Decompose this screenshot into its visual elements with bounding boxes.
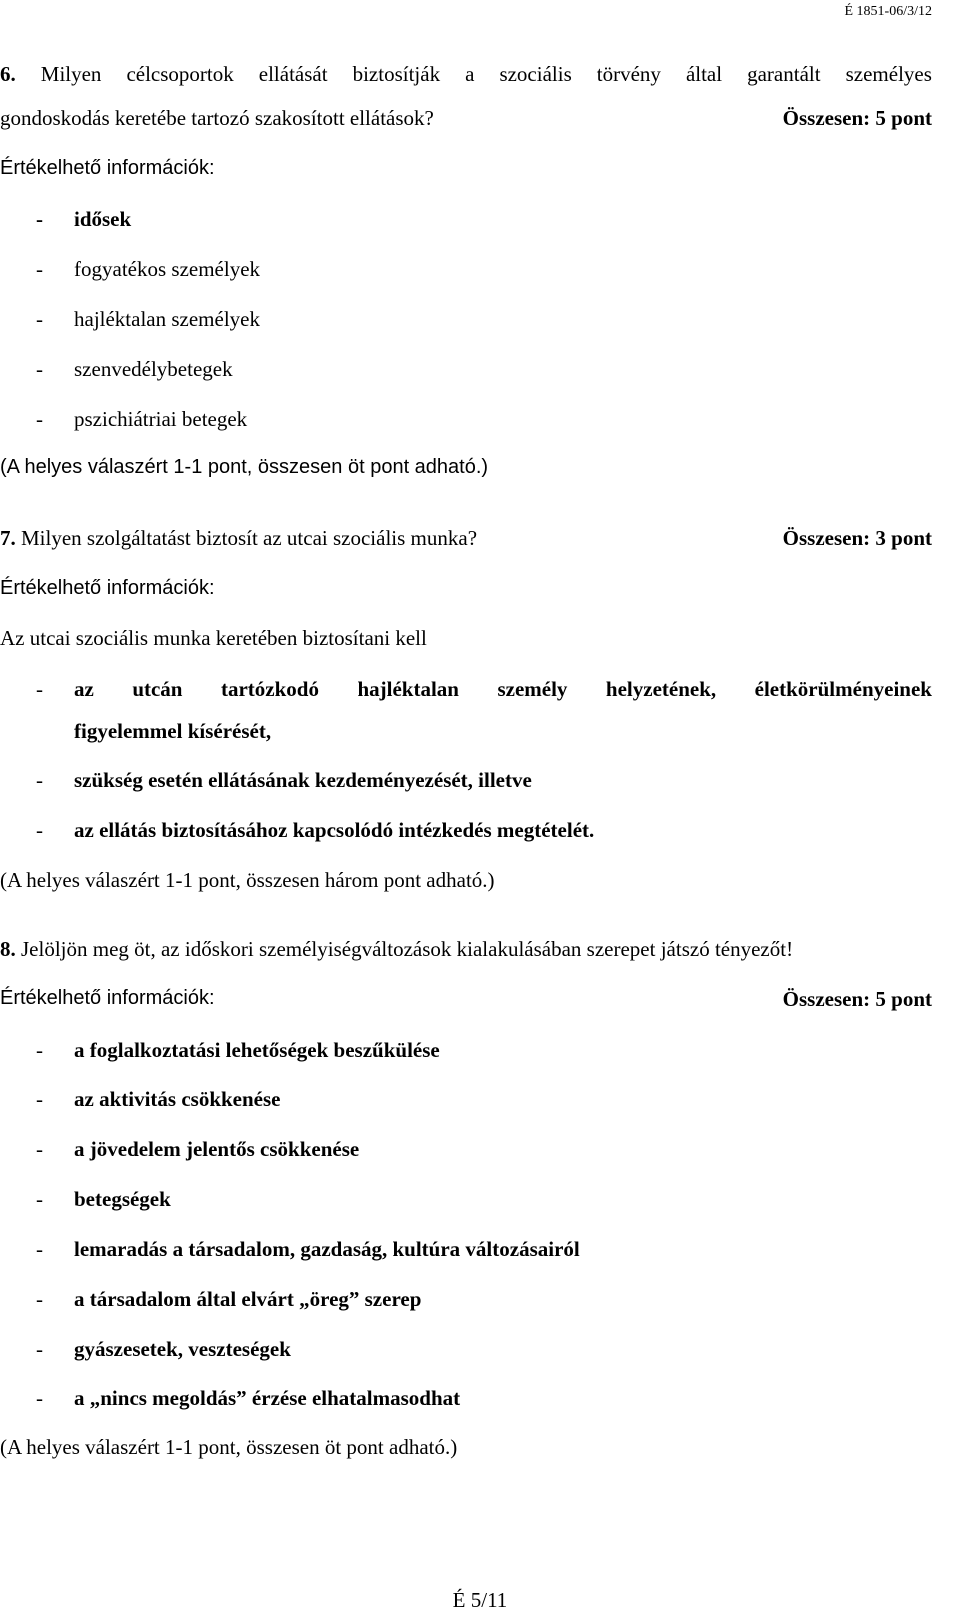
- q6-word: személyes: [845, 62, 932, 86]
- q6-word: célcsoportok: [126, 62, 234, 86]
- q7-word: utcán: [132, 677, 183, 701]
- q8-dash: -: [36, 1087, 43, 1111]
- q8-dash: -: [36, 1337, 43, 1361]
- q8-scoring: (A helyes válaszért 1-1 pont, összesen öt pont adható.): [0, 1435, 458, 1459]
- q8-item: a „nincs megoldás” érzése elhatalmasodhat: [74, 1386, 461, 1410]
- q6-scoring: (A helyes válaszért 1-1 pont, összesen öt pont adható.): [0, 456, 489, 478]
- q8-number: 8.: [0, 937, 16, 961]
- q6-word: által: [685, 62, 723, 86]
- q7-word: tartózkodó: [220, 677, 319, 701]
- q8-item: lemaradás a társadalom, gazdaság, kultúra változásairól: [74, 1237, 580, 1261]
- q6-info-label: Értékelhető információk:: [0, 157, 215, 179]
- q6-dash: -: [36, 407, 43, 431]
- q7-dash: -: [36, 677, 43, 701]
- q6-line2: gondoskodás keretébe tartozó szakosított ellátások?: [0, 106, 434, 130]
- q7-word: hajléktalan: [357, 677, 459, 701]
- q8-dash: -: [36, 1386, 43, 1410]
- q6-item: szenvedélybetegek: [74, 357, 233, 381]
- q8-item: a jövedelem jelentős csökkenése: [74, 1137, 360, 1161]
- q8-dash: -: [36, 1237, 43, 1261]
- q8-item: a foglalkoztatási lehetőségek beszűkülése: [74, 1038, 440, 1062]
- q7-question-line: [0, 526, 477, 551]
- q6-item: pszichiátriai betegek: [74, 407, 248, 431]
- q7-item: az ellátás biztosításához kapcsolódó intézkedés megtételét.: [74, 818, 595, 842]
- q7-item1-line2: figyelemmel kísérését,: [74, 719, 272, 743]
- q8-dash: -: [36, 1038, 43, 1062]
- q7-scoring: (A helyes válaszért 1-1 pont, összesen három pont adható.): [0, 868, 495, 892]
- q8-item: az aktivitás csökkenése: [74, 1087, 281, 1111]
- q6-dash: -: [36, 257, 43, 281]
- q8-item: a társadalom által elvárt „öreg” szerep: [74, 1287, 422, 1311]
- q8-item: betegségek: [74, 1187, 171, 1211]
- q6-word: garantált: [747, 62, 821, 86]
- q8-question: Jelöljön meg öt, az időskori személyiségváltozások kialakulásában szerepet játszó tényezőt!: [21, 937, 794, 961]
- q7-intro: Az utcai szociális munka keretében biztosítani kell: [0, 626, 427, 650]
- q6-dash: -: [36, 357, 43, 381]
- q6-number: 6.: [0, 62, 16, 86]
- q7-word: helyzetének,: [605, 677, 717, 701]
- q8-dash: -: [36, 1137, 43, 1161]
- q8-info-label: Értékelhető információk:: [0, 987, 215, 1009]
- q8-question-line: [0, 937, 793, 962]
- q8-item: gyászesetek, veszteségek: [74, 1337, 291, 1361]
- q8-points: Összesen: 5 pont: [782, 987, 932, 1011]
- q7-word: életkörülményeinek: [754, 677, 932, 701]
- q6-words-group: [0, 62, 932, 87]
- q6-word: törvény: [596, 62, 661, 86]
- q6-item: fogyatékos személyek: [74, 257, 261, 281]
- q6-word: ellátását: [258, 62, 328, 86]
- q7-question: Milyen szolgáltatást biztosít az utcai szociális munka?: [21, 526, 478, 550]
- page-number: É 5/11: [452, 1588, 508, 1612]
- q6-word: a: [465, 62, 475, 86]
- q6-dash: -: [36, 207, 43, 231]
- q7-word: személy: [497, 677, 568, 701]
- document-code: É 1851-06/3/12: [844, 4, 932, 19]
- q8-dash: -: [36, 1187, 43, 1211]
- q6-dash: -: [36, 307, 43, 331]
- q7-number: 7.: [0, 526, 16, 550]
- q7-word: az: [74, 677, 94, 701]
- q6-word: szociális: [499, 62, 572, 86]
- q7-item1-line1: [74, 677, 932, 702]
- q7-dash: -: [36, 818, 43, 842]
- q6-item: hajléktalan személyek: [74, 307, 260, 331]
- q6-line1: [0, 62, 932, 87]
- q7-dash: -: [36, 768, 43, 792]
- q6-word: biztosítják: [352, 62, 441, 86]
- q7-info-label: Értékelhető információk:: [0, 577, 215, 599]
- q6-item: idősek: [74, 207, 132, 231]
- q6-word: Milyen: [40, 62, 102, 86]
- q6-points: Összesen: 5 pont: [782, 106, 932, 130]
- q7-points: Összesen: 3 pont: [782, 526, 932, 550]
- q7-item: szükség esetén ellátásának kezdeményezését, illetve: [74, 768, 532, 792]
- q8-dash: -: [36, 1287, 43, 1311]
